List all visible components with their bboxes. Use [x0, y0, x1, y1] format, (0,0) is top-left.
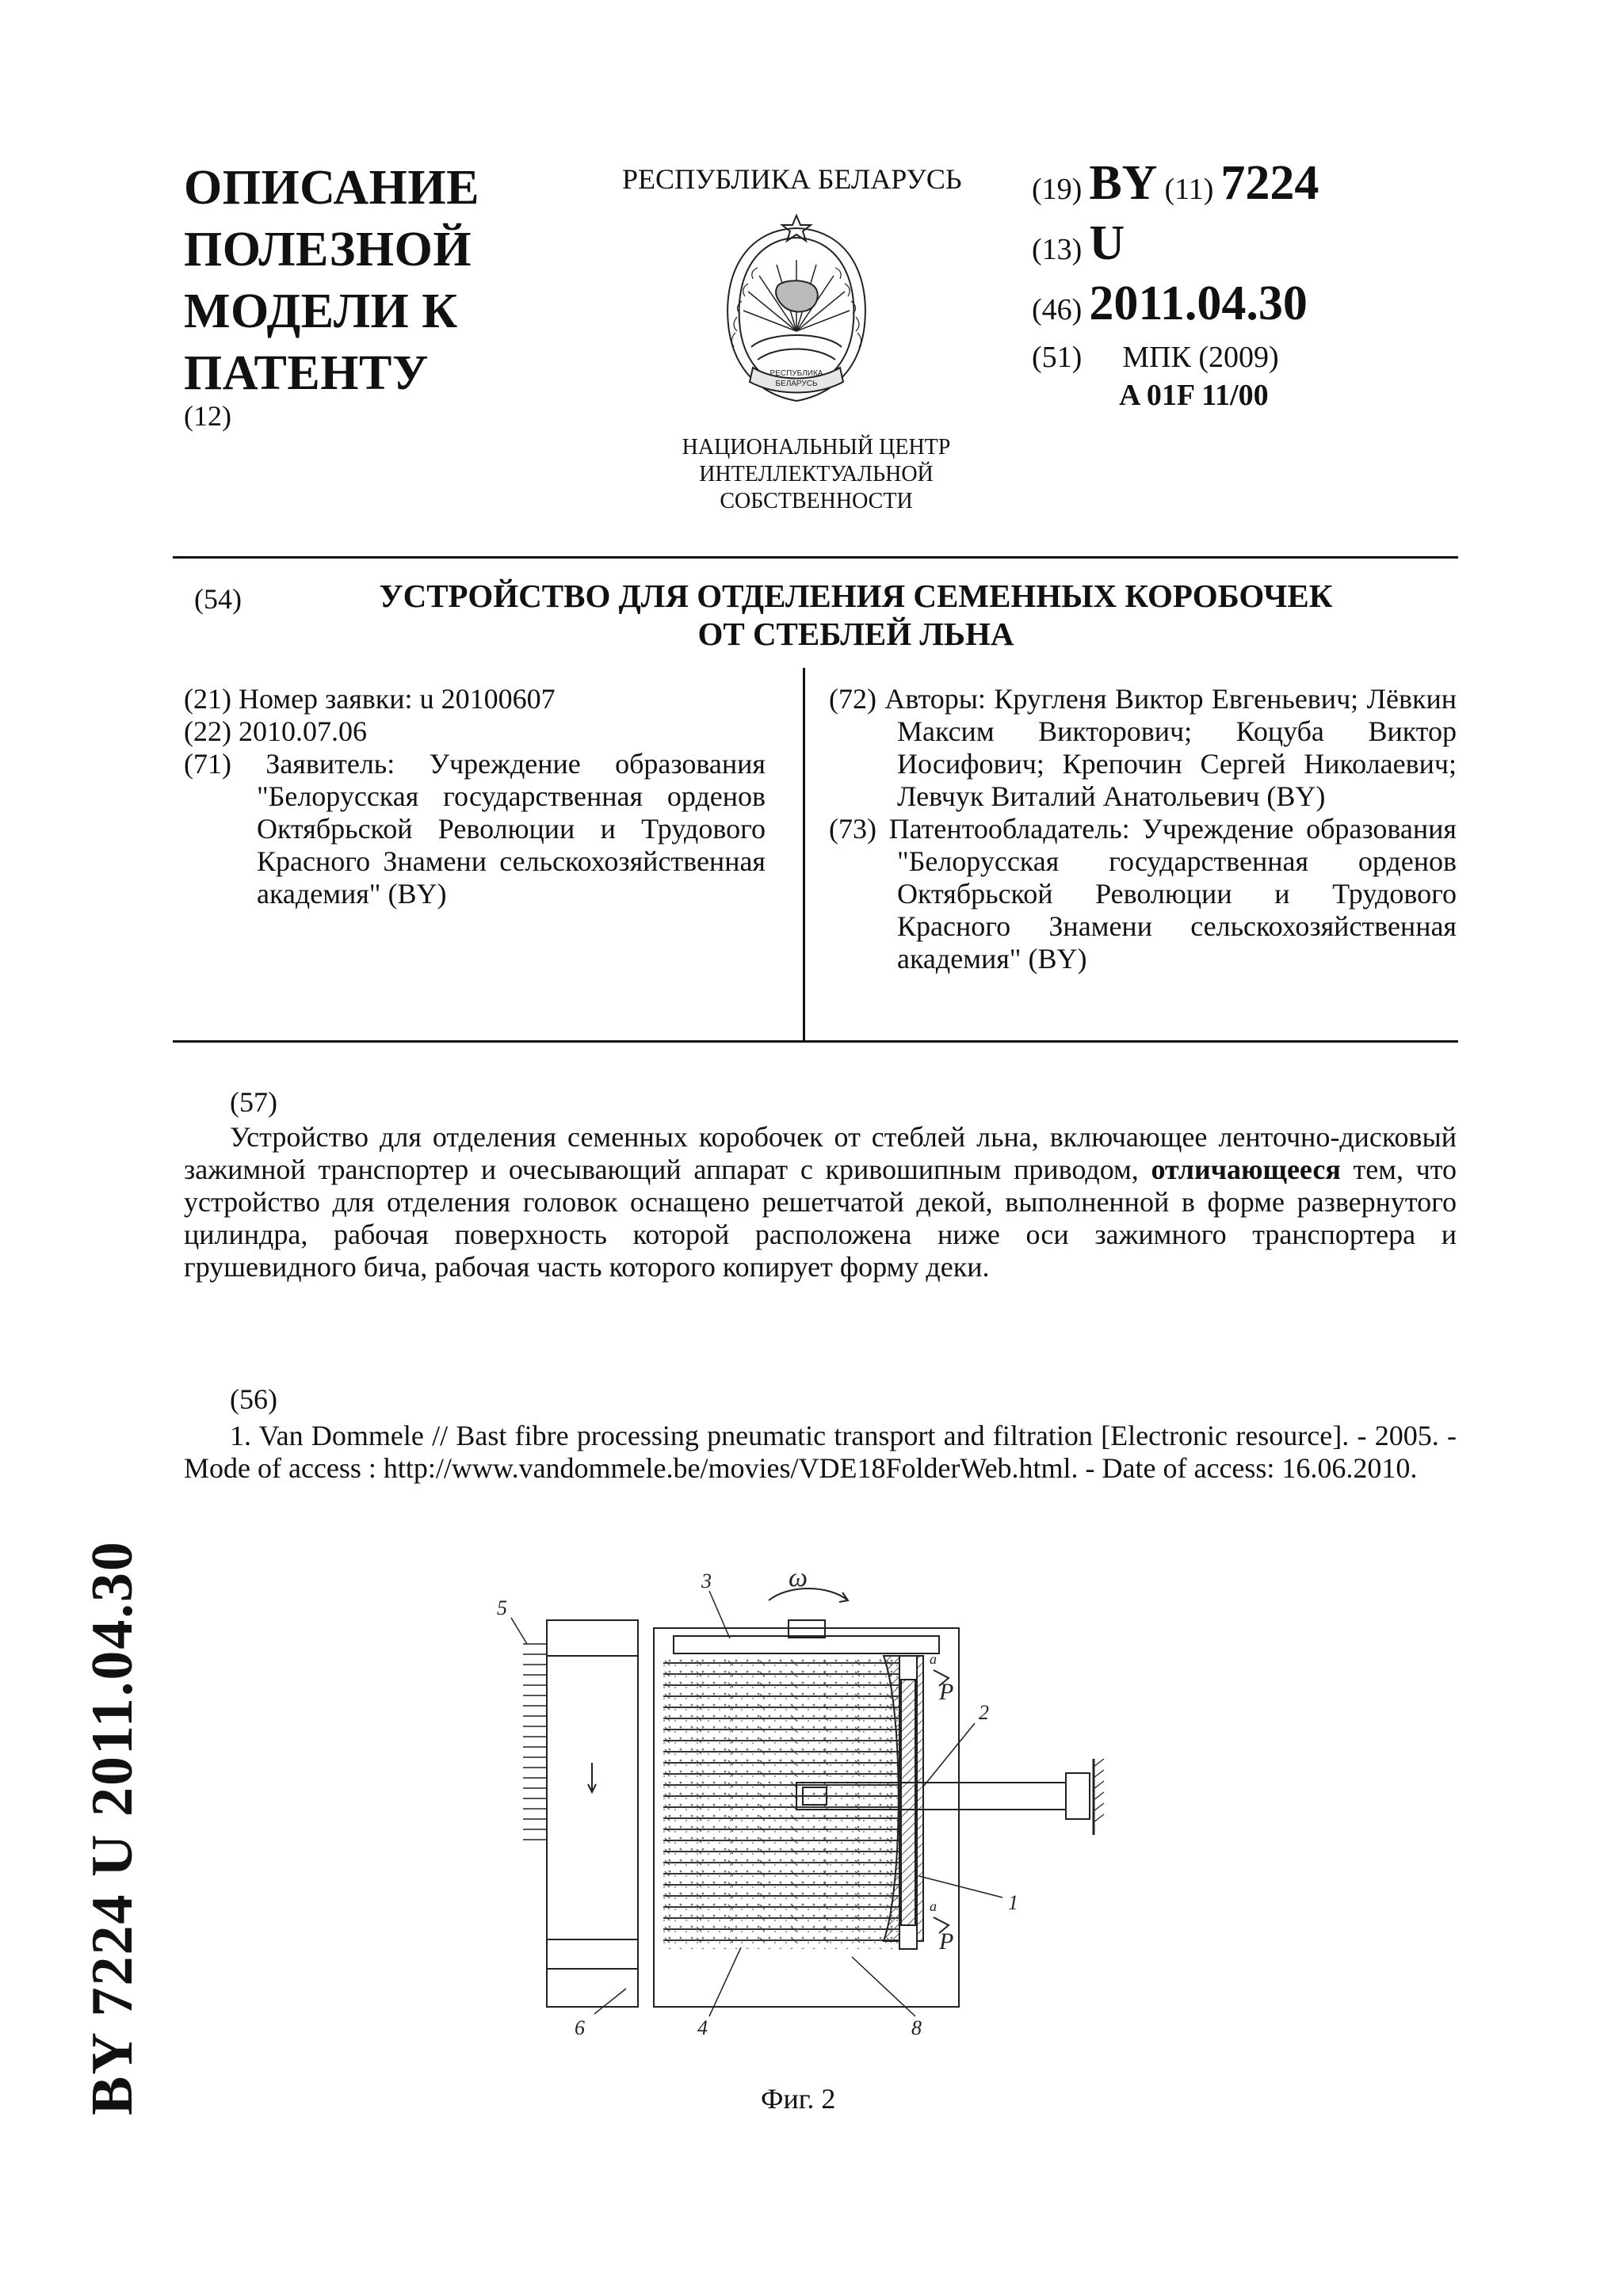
force-p-top: P	[939, 1679, 954, 1705]
claim-keyword: отличающееся	[1151, 1154, 1341, 1185]
code-56: (56)	[230, 1383, 277, 1415]
country-code: BY	[1089, 156, 1158, 210]
publication-date: 2011.04.30	[1089, 277, 1308, 330]
ipc-edition: МПК (2009)	[1122, 341, 1279, 374]
bibliographic-data: (19) BY (11) 7224 (13) U (46) 2011.04.30 (51) МПК (2009) A 01F 11/00	[1032, 156, 1319, 412]
authors-column	[829, 683, 1457, 975]
label-2: 2	[979, 1701, 989, 1724]
document-title	[184, 157, 479, 404]
national-center-name: НАЦИОНАЛЬНЫЙ ЦЕНТР ИНТЕЛЛЕКТУАЛЬНОЙ СОБСТВЕННОСТИ	[682, 435, 951, 513]
divider	[173, 1040, 1458, 1043]
omega-label: ω	[789, 1569, 808, 1592]
figure-drawing	[456, 1569, 1506, 2036]
label-4: 4	[697, 2016, 708, 2036]
abstract-text: Устройство для отделения семенных коробочек от стеблей льна, включающее ленточно-дисковый зажимной транспортер и очесывающий аппарат с кривошипным приводом, отличающееся тем, что устройство для отделения головок оснащено решетчатой декой, выполненной в форме развернутого цилиндра, рабочая поверхность которой расположена ниже оси зажимного транспортера и грушевидного бича, рабочая часть которого копирует форму деки.	[184, 1121, 1457, 1283]
label-6: 6	[575, 2016, 585, 2036]
state-emblem-icon	[713, 212, 880, 417]
column-divider	[803, 668, 805, 1040]
emblem-label-1: РЕСПУБЛИКА	[769, 369, 823, 378]
title-line: ПАТЕНТУ	[184, 346, 429, 400]
angle-a-bottom: a	[930, 1898, 937, 1914]
code-57: (57)	[230, 1086, 277, 1118]
figure-caption: Фиг. 2	[761, 2083, 836, 2115]
filing-date: (22) 2010.07.06	[184, 715, 367, 747]
invention-title: УСТРОЙСТВО ДЛЯ ОТДЕЛЕНИЯ СЕМЕННЫХ КОРОБОЧЕК ОТ СТЕБЛЕЙ ЛЬНА	[379, 578, 1333, 652]
patent-owner: (73) Патентообладатель: Учреждение образования "Белорусская государственная орденов Октябрьской Революции и Трудового Красного Знамени сельскохозяйственная академия" (BY)	[829, 813, 1457, 974]
emblem-label-2: БЕЛАРУСЬ	[775, 379, 818, 388]
applicant-column	[184, 683, 766, 910]
ipc-class: A 01F 11/00	[1119, 379, 1269, 412]
authors: (72) Авторы: Кругленя Виктор Евгеньевич; Лёвкин Максим Викторович; Коцуба Виктор Иосифович; Крепочин Сергей Николаевич; Левчук Виталий Анатольевич (BY)	[829, 683, 1457, 812]
title-line: МОДЕЛИ К	[184, 284, 458, 338]
title-line: ПОЛЕЗНОЙ	[184, 223, 472, 277]
reference-item: 1. Van Dommele // Bast fibre processing pneumatic transport and filtration [Electronic resource]. - 2005. - Mode of access : http://www.vandommele.be/movies/VDE18FolderWeb.html. - Date of access: 16.06.2010.	[184, 1420, 1457, 1484]
label-8: 8	[911, 2016, 922, 2036]
label-1: 1	[1008, 1891, 1018, 1914]
code-54: (54)	[194, 583, 242, 615]
label-5: 5	[497, 1596, 507, 1619]
patent-number: 7224	[1220, 156, 1319, 210]
force-p-bottom: P	[939, 1928, 954, 1955]
applicant: (71) Заявитель: Учреждение образования "Белорусская государственная орденов Октябрьской Революции и Трудового Красного Знамени сельскохозяйственная академия" (BY)	[184, 748, 766, 910]
side-identifier: BY 7224 U 2011.04.30	[80, 1540, 145, 2115]
republic-name: РЕСПУБЛИКА БЕЛАРУСЬ	[622, 163, 962, 195]
label-3: 3	[701, 1569, 712, 1592]
title-line: ОПИСАНИЕ	[184, 161, 479, 215]
angle-a-top: a	[930, 1651, 937, 1667]
code-12: (12)	[184, 400, 231, 432]
application-number: (21) Номер заявки: u 20100607	[184, 683, 556, 715]
kind-code: U	[1089, 216, 1125, 270]
divider	[173, 556, 1458, 559]
